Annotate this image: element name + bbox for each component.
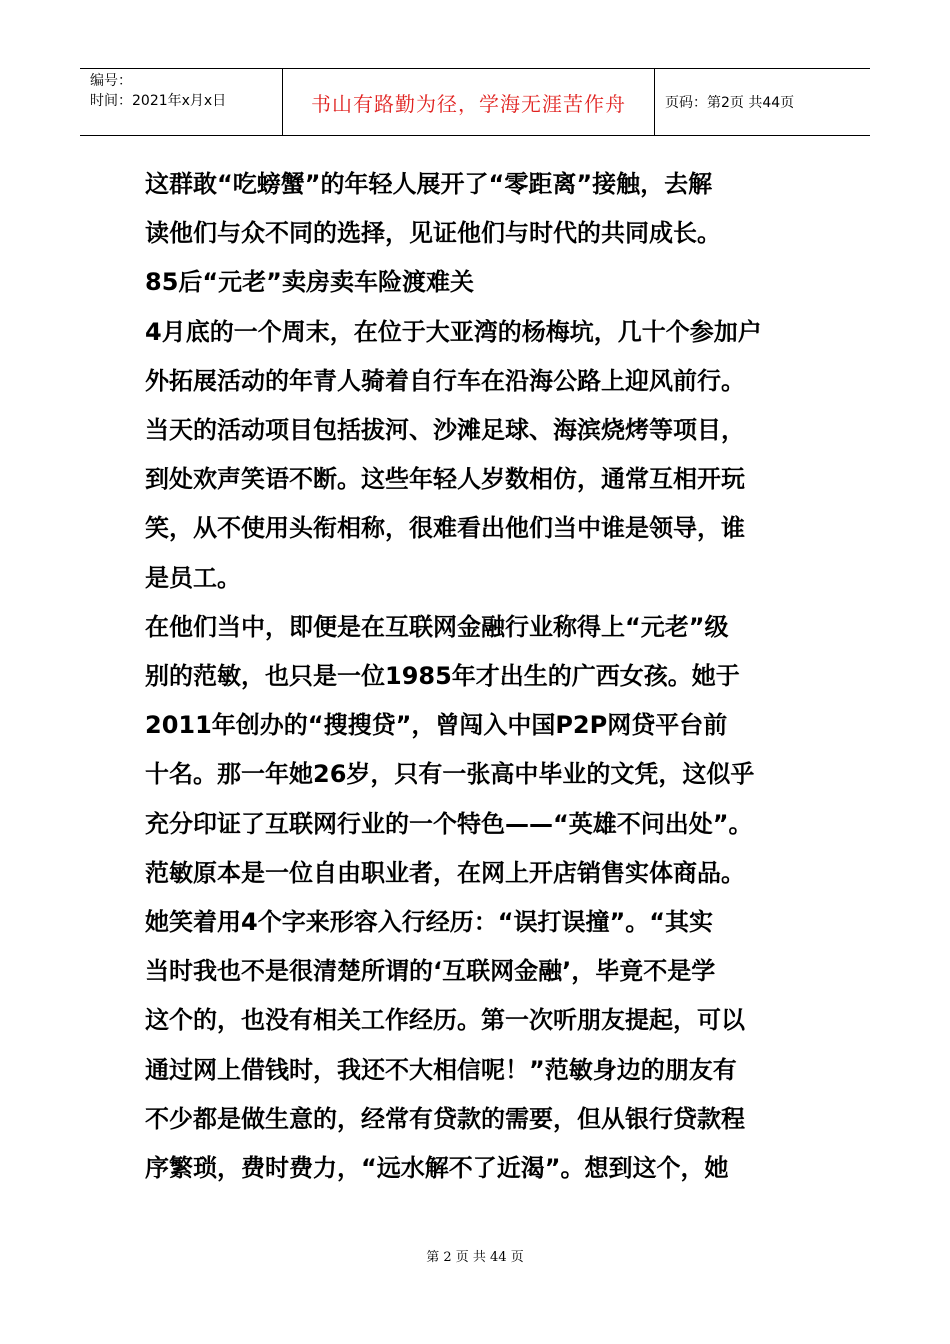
text-line: 充分印证了互联网行业的一个特色——“英雄不问出处”。 xyxy=(145,809,753,838)
text-line: 不少都是做生意的，经常有贷款的需要，但从银行贷款程 xyxy=(145,1104,745,1133)
text-line: 读他们与众不同的选择，见证他们与时代的共同成长。 xyxy=(145,219,721,248)
article-body xyxy=(145,160,810,1193)
text-line: 到处欢声笑语不断。这些年轻人岁数相仿，通常互相开玩 xyxy=(145,465,745,494)
header-page-info-cell xyxy=(655,69,870,135)
text-line: 别的范敏，也只是一位1985年才出生的广西女孩。她于 xyxy=(145,662,740,691)
text-line: 这群敢“吃螃蟹”的年轻人展开了“零距离”接触，去解 xyxy=(145,170,713,198)
date-label: 时间：2021年x月x日 xyxy=(90,93,227,109)
text-line: 十名。那一年她26岁，只有一张高中毕业的文凭，这似乎 xyxy=(145,760,755,789)
text-line: 4月底的一个周末，在位于大亚湾的杨梅坑，几十个参加户 xyxy=(145,317,762,346)
text-line: 在他们当中，即便是在互联网金融行业称得上“元老”级 xyxy=(145,612,729,641)
header-motto-cell xyxy=(283,69,655,135)
section-heading: 85后“元老”卖房卖车险渡难关 xyxy=(145,268,474,297)
text-line: 当天的活动项目包括拔河、沙滩足球、海滨烧烤等项目， xyxy=(145,416,745,445)
text-line: 外拓展活动的年青人骑着自行车在沿海公路上迎风前行。 xyxy=(145,366,745,395)
text-line: 她笑着用4个字来形容入行经历：“误打误撞”。“其实 xyxy=(145,908,714,937)
text-line: 序繁琐，费时费力，“远水解不了近渴”。想到这个，她 xyxy=(145,1154,729,1183)
text-line: 笑，从不使用头衔相称，很难看出他们当中谁是领导，谁 xyxy=(145,514,745,543)
header-page-info: 页码：第2页 共44页 xyxy=(665,95,795,111)
page-footer: 第 2 页 共 44 页 xyxy=(426,1250,524,1265)
text-line: 这个的，也没有相关工作经历。第一次听朋友提起，可以 xyxy=(145,1006,745,1035)
text-line: 通过网上借钱时，我还不大相信呢！”范敏身边的朋友有 xyxy=(145,1055,737,1084)
header-motto: 书山有路勤为径，学海无涯苦作舟 xyxy=(311,91,626,116)
number-label: 编号： xyxy=(90,73,132,89)
text-line: 当时我也不是很清楚所谓的‘互联网金融’，毕竟不是学 xyxy=(145,957,716,986)
text-line: 是员工。 xyxy=(145,563,241,592)
page-header xyxy=(80,68,870,136)
header-meta xyxy=(80,69,283,135)
text-line: 范敏原本是一位自由职业者，在网上开店销售实体商品。 xyxy=(145,858,745,887)
text-line: 2011年创办的“搜搜贷”，曾闯入中国P2P网贷平台前 xyxy=(145,711,728,740)
